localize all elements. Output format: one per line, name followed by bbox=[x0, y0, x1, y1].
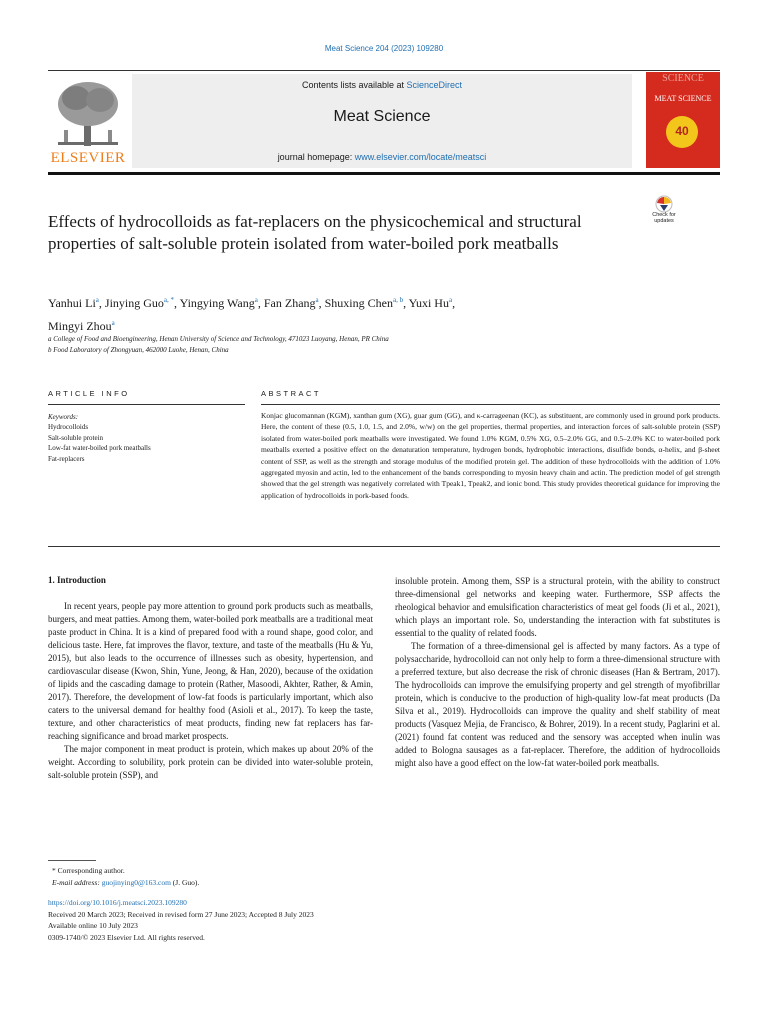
received-dates: Received 20 March 2023; Received in revised form 27 June 2023; Accepted 8 July 2023 bbox=[48, 909, 314, 919]
copyright: 0309-1740/© 2023 Elsevier Ltd. All rights reserved. bbox=[48, 932, 205, 942]
homepage-prefix: journal homepage: bbox=[277, 152, 355, 162]
corresponding-author-note: * Corresponding author. bbox=[52, 866, 125, 875]
body-column-right bbox=[395, 575, 720, 770]
contents-prefix: Contents lists available at bbox=[301, 80, 407, 90]
sciencedirect-link[interactable]: ScienceDirect bbox=[406, 80, 463, 90]
author-name[interactable]: Fan Zhang bbox=[263, 296, 316, 310]
keywords-label: Keywords: bbox=[48, 413, 79, 421]
publisher-name: ELSEVIER bbox=[50, 150, 126, 166]
email-link[interactable]: guojinying0@163.com bbox=[101, 878, 171, 887]
author-name[interactable]: Shuxing Chen bbox=[324, 296, 393, 310]
author-name[interactable]: Yanhui Li bbox=[48, 296, 96, 310]
author-name[interactable]: Yingying Wang bbox=[179, 296, 255, 310]
anniversary-badge-icon bbox=[666, 116, 698, 148]
journal-cover[interactable] bbox=[646, 72, 720, 168]
divider bbox=[48, 70, 720, 71]
author-sup[interactable]: a bbox=[95, 296, 99, 304]
author-list: Yanhui Li$^a$, Jinying Guo$^{a, *}$, Yingying Wang$^a$, Fan Zhang$^a$, Shuxing Chen$^{a, b}$, Yuxi Hu$^a$, Mingyi Zhou$^a$ bbox=[48, 296, 456, 333]
keyword: Low-fat water-boiled pork meatballs bbox=[48, 444, 151, 453]
author-sup[interactable]: a, b bbox=[392, 296, 404, 304]
author-sup[interactable]: a, * bbox=[163, 296, 175, 304]
divider bbox=[48, 404, 245, 405]
author-name[interactable]: Jinying Guo bbox=[104, 296, 164, 310]
keyword: Hydrocolloids bbox=[48, 423, 89, 432]
cover-science: SCIENCE bbox=[662, 73, 704, 84]
header-rule bbox=[48, 172, 720, 175]
footnotes bbox=[52, 865, 372, 889]
journal-name: Meat Science bbox=[333, 108, 431, 125]
journal-homepage bbox=[132, 152, 632, 162]
article-title: Effects of hydrocolloids as fat-replacers on the physicochemical and structural properties of salt-soluble protein isolated from water-boiled pork meatballs bbox=[48, 212, 582, 253]
divider bbox=[261, 404, 720, 405]
cover-title: MEAT SCIENCE bbox=[654, 94, 712, 103]
paragraph: The formation of a three-dimensional gel is affected by many factors. As a type of polysaccharide, hydrocolloid can not only help to form a three-dimensional structure with a preferred texture, but also decrease the risk of chronic diseases (Han & Bertram, 2017). The hydrocolloids can improve the emulsifying property and gel strength of myofibrillar protein, which is conducive to the production of high-quality low-fat meat products (Da Silva et al., 2019). Hydrocolloids can improve the quality and shelf stability of meat products (Vasquez Mejia, de Francisco, & Bohrer, 2019). In a recent study, Paglarini et al. (2021) found fat content was reduced and the sensory was accepted when inulin was added to Bologna sausages as a fat-replacer. Therefore, the addition of hydrocolloids might also have a good effect on the low-fat water-boiled pork meatballs. bbox=[395, 641, 720, 768]
author-sup[interactable]: a bbox=[254, 296, 258, 304]
doi-link[interactable]: https://doi.org/10.1016/j.meatsci.2023.109280 bbox=[48, 898, 187, 907]
author-name[interactable]: Yuxi Hu bbox=[408, 296, 449, 310]
cover-badge-text: 40 bbox=[675, 124, 689, 138]
paragraph: In recent years, people pay more attention to ground pork products such as meatballs, burgers, and meat patties. Among them, water-boiled pork meatballs are a traditional meat paste product in China. It is a kind of prepared food with a round shape, good color, and delicious taste. Here, fat improves the flavor, texture, and taste of the meatballs (Hu & Yu, 2015), but also leads to the occurrence of illnesses such as obesity, hypertension, and cardiovascular disease (Kwon, Shin, Yune, Jeong, & Han, 2020), because of the oxidation of lipids and the cascading damage to protein (Rather, Masoodi, Akhter, Rather, & Amin, 2017). Therefore, the development of low-fat foods is particularly important, which also caters to the universal demand for healthy food (Asioli et al., 2017). To keep the taste, texture, and other characteristics of meat products, finding new fat replacers has far-reaching significance and broad market prospects. bbox=[48, 601, 373, 741]
divider bbox=[48, 546, 720, 547]
section-heading: 1. Introduction bbox=[48, 575, 106, 585]
keyword: Salt-soluble protein bbox=[48, 433, 104, 442]
abstract-text: Konjac glucomannan (KGM), xanthan gum (XG), guar gum (GG), and κ-carrageenan (KC), as substituent, are commonly used in ground pork products. Here, the content of these (0.5, 1.0, 1.5, and 2.0%, w/w) on the gel properties, thermal properties, and interaction forces of salt-soluble protein (SSP) isolated from water-boiled pork meatballs were investigated. We found 1.0% KGM, 0.5% XG, 0.5–2.0% GG, and 0.5–2.0% KC to water-boiled pork meatballs exerted a positive effect on the denaturation temperature, hydrogen bonds, hydrophobic interactions, disulfide bonds, α-helix, and β-sheet content of SSP, as well as the strength and storage modulus of the modified protein gel. The addition of these hydrocolloids with the addition of 1.0% aggregated myosin and actin, led to the enhancement of the bands corresponding to myosin heavy chain and actin. The prediction model of gel strength showed that the gel strength was negatively correlated with Tpeak1, Tpeak2, and ionic bond. This study provides theoretical guidance for improving the application of hydrocolloids in pork-based foods. bbox=[261, 411, 720, 500]
article-info-heading: ARTICLE INFO bbox=[48, 389, 130, 398]
publication-details bbox=[48, 897, 548, 943]
affiliation: a College of Food and Bioengineering, Henan University of Science and Technology, 471023 Luoyang, Henan, PR China bbox=[48, 335, 389, 343]
abstract-heading: ABSTRACT bbox=[261, 389, 322, 398]
available-online: Available online 10 July 2023 bbox=[48, 921, 138, 930]
paragraph: insoluble protein. Among them, SSP is a structural protein, with the ability to construct three-dimensional gel networks and keeping water. Furthermore, SSP affects the rheological behavior and emulsification characteristics of meat gel foods (Ji et al., 2021), which plays an important role. So, understanding the interaction with fat substitutes is essential to the quality of related foods. bbox=[395, 576, 720, 638]
keyword: Fat-replacers bbox=[48, 454, 85, 463]
contents-line bbox=[132, 80, 632, 90]
email-label: E-mail address: bbox=[52, 878, 102, 887]
footnote-rule bbox=[48, 860, 96, 861]
email-line bbox=[52, 877, 372, 889]
author-sup[interactable]: a bbox=[448, 296, 453, 304]
homepage-link[interactable]: www.elsevier.com/locate/meatsci bbox=[354, 152, 487, 162]
check-for-updates-label: Check for updates bbox=[652, 212, 676, 224]
affiliations bbox=[48, 334, 648, 356]
author-name[interactable]: Mingyi Zhou bbox=[48, 319, 112, 333]
keywords-block bbox=[48, 412, 245, 464]
paragraph: The major component in meat product is protein, which makes up about 20% of the weight. According to solubility, pork protein can be divided into water-soluble protein, salt-soluble protein (SSP), and bbox=[48, 744, 373, 780]
author-sup[interactable]: a bbox=[315, 296, 319, 304]
affiliation: b Food Laboratory of Zhongyuan, 462000 Luohe, Henan, China bbox=[48, 346, 229, 354]
body-column-left bbox=[48, 600, 373, 782]
journal-citation[interactable]: Meat Science 204 (2023) 109280 bbox=[324, 44, 444, 53]
author-sup[interactable]: a bbox=[111, 319, 115, 327]
email-suffix: (J. Guo). bbox=[170, 878, 200, 887]
